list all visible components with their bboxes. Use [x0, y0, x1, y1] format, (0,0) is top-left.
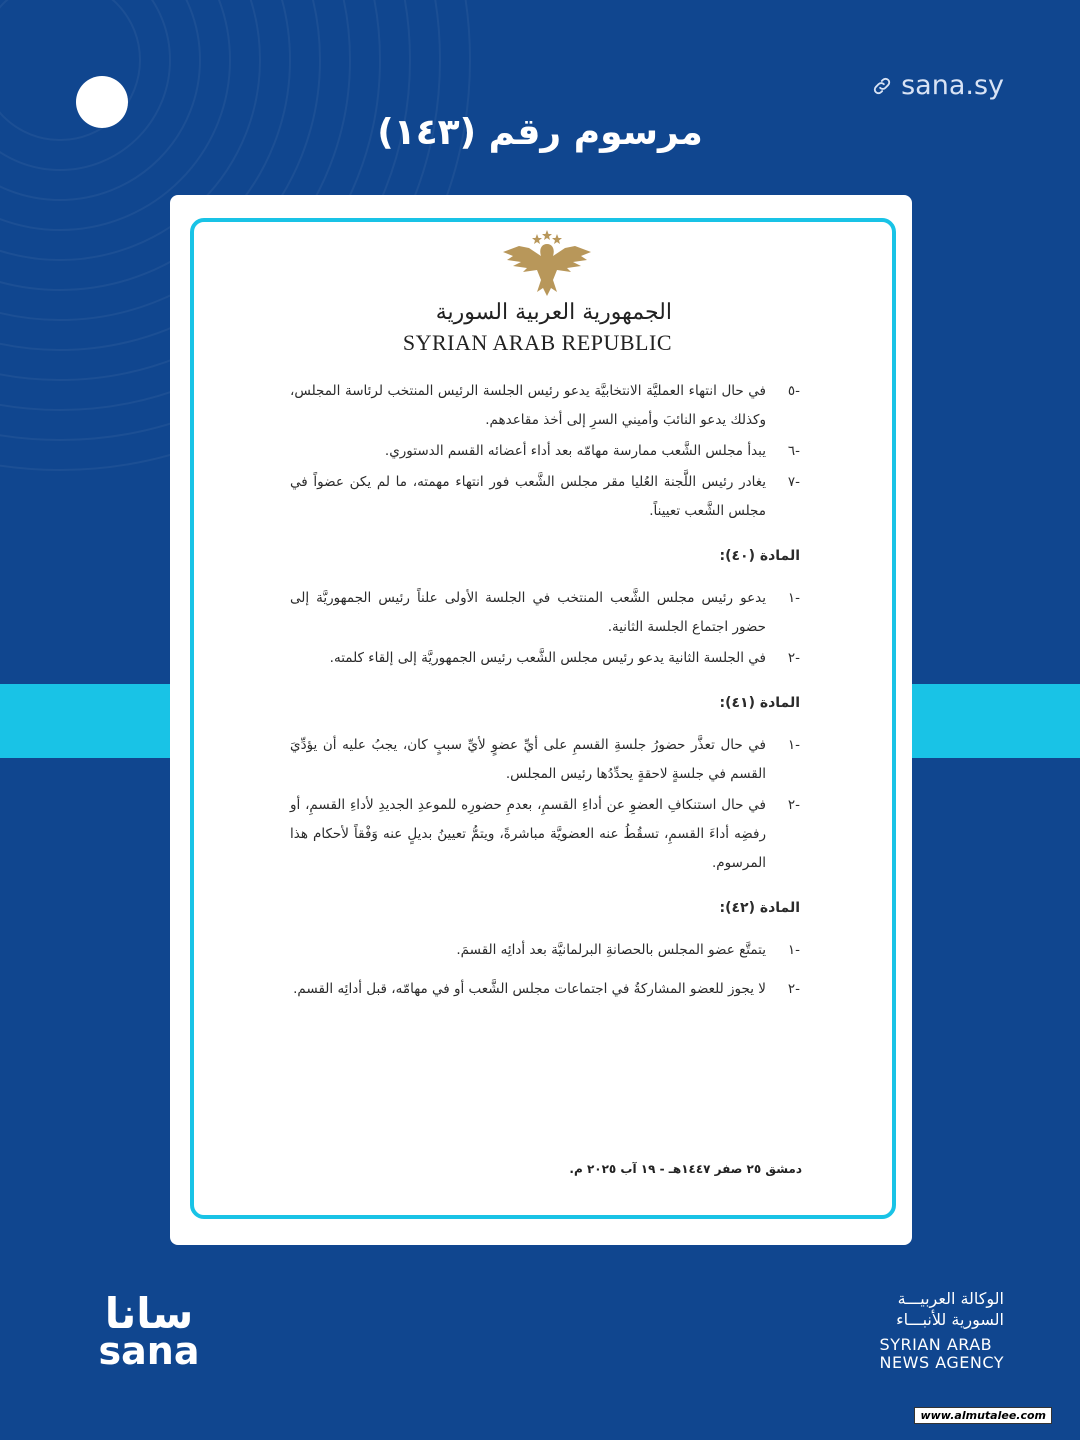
- list-item: -٧ يغادر رئيس اللَّجنة العُليا مقر مجلس الشَّعب فور انتهاء مهمته، ما لم يكن عضواً في مجلس الشَّعب تعييناً.: [290, 474, 800, 519]
- list-item: -١ يتمتَّع عضو المجلس بالحصانةِ البرلمانيَّة بعد أدائِه القسمَ.: [456, 942, 800, 958]
- list-item: -٥ في حال انتهاء العمليَّة الانتخابيَّة يدعو رئيس الجلسة الرئيس المنتخب لرئاسة المجلس، وكذلك يدعو النائبَ وأميني السرِ إلى أخذ مقاعدهم.: [290, 383, 800, 428]
- document-page: [190, 218, 896, 1219]
- logo-latin-text: sana: [98, 1329, 200, 1368]
- list-item: -٢ في حال استنكافِ العضوِ عن أداءِ القسمِ، بعدمِ حضورِه للموعدِ الجديدِ لأداءِ القسمِ، أو رفضِه أداءَ القسمِ، تسقُطُ عنه العضويَّة مباشرةً، ويتمُّ تعيينُ بديلٍ عنه وَفْقاً لأحكام هذا المرسوم.: [290, 797, 800, 871]
- document-card: [170, 195, 912, 1245]
- article-42-heading: المادة (٤٢):: [719, 900, 800, 916]
- watermark: www.almutalee.com: [914, 1407, 1052, 1424]
- list-item: -٢ في الجلسة الثانية يدعو رئيس مجلس الشَّعب رئيس الجمهوريَّة إلى إلقاء كلمته.: [329, 650, 800, 666]
- logo-arabic-text: سانا: [104, 1289, 194, 1338]
- decree-date: دمشق ٢٥ صفر ١٤٤٧هـ - ١٩ آب ٢٠٢٥ م.: [569, 1162, 802, 1176]
- page-title: مرسوم رقم (١٤٣): [377, 112, 703, 153]
- list-item: -٢ لا يجوز للعضو المشاركةُ في اجتماعات مجلس الشَّعب أو في مهامّه، قبل أدائِه القسم.: [293, 981, 800, 997]
- agency-name-english-line1: SYRIAN ARAB: [879, 1335, 993, 1354]
- site-url: sana.sy: [901, 70, 1004, 101]
- agency-name: [880, 1288, 1004, 1372]
- republic-name-english: SYRIAN ARAB REPUBLIC: [402, 330, 672, 355]
- agency-name-english-line2: NEWS AGENCY: [879, 1353, 1004, 1372]
- decree-text: [290, 377, 800, 1006]
- republic-name-arabic: الجمهورية العربية السورية: [435, 300, 672, 325]
- site-link[interactable]: [871, 70, 1004, 101]
- link-icon: [871, 75, 893, 97]
- article-40-heading: المادة (٤٠):: [719, 548, 800, 564]
- article-41-heading: المادة (٤١):: [719, 695, 800, 711]
- agency-name-arabic-line1: الوكالة العربيـــة: [897, 1289, 1004, 1308]
- list-item: -١ في حال تعذَّر حضورُ جلسةِ القسمِ على أيِّ عضوٍ لأيِّ سببٍ كان، يجبُ عليه أن يؤدِّيَ القسم في جلسةٍ لاحقةٍ يحدِّدُها رئيس المجلس.: [290, 737, 800, 782]
- agency-name-arabic-line2: السورية للأنبـــاء: [896, 1310, 1004, 1329]
- list-item: -٦ يبدأ مجلس الشَّعب ممارسة مهامّه بعد أداء أعضائه القسم الدستوري.: [384, 443, 800, 459]
- eagle-emblem-icon: [499, 230, 595, 302]
- list-item: -١ يدعو رئيس مجلس الشَّعب المنتخب في الجلسة الأولى علناً رئيس الجمهوريَّة إلى حضور اجتماع الجلسة الثانية.: [290, 590, 800, 635]
- sana-logo: [74, 1288, 224, 1368]
